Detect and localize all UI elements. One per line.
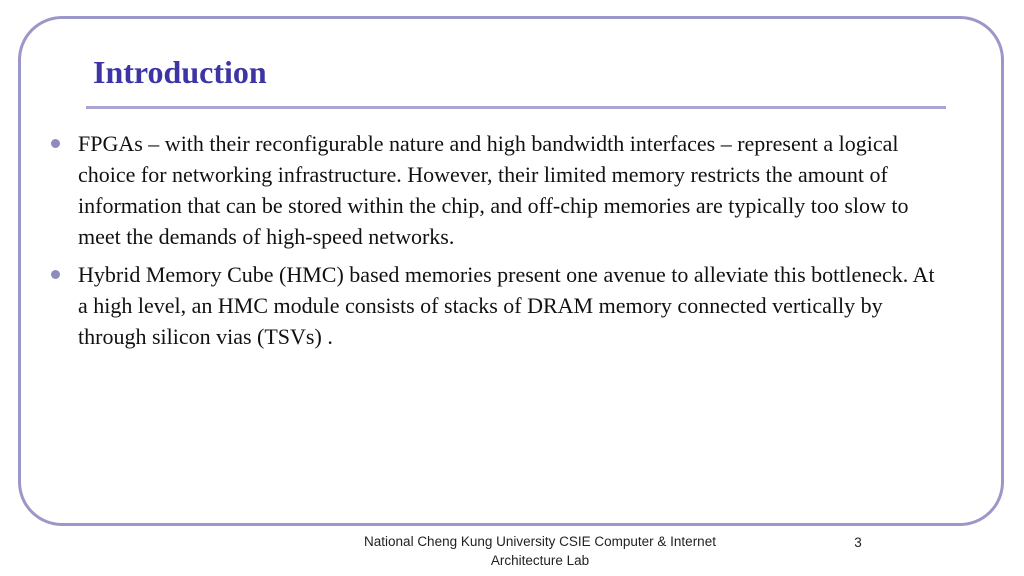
bullet-item (46, 259, 946, 352)
title-divider (86, 106, 946, 109)
slide-title: Introduction (93, 54, 267, 90)
bullet-dot-icon (51, 139, 60, 148)
bullet-text: FPGAs – with their reconfigurable nature and high bandwidth interfaces – represent a logical choice for networking infrastructure. However, their limited memory restricts the amount of information that can be stored within the chip, and off-chip memories are typically too slow to meet the demands of high-speed networks. (78, 131, 909, 249)
footer-line-2: Architecture Lab (490, 553, 590, 568)
bullet-list (46, 128, 946, 359)
page-number: 3 (854, 535, 862, 550)
bullet-item (46, 128, 946, 252)
bullet-text: Hybrid Memory Cube (HMC) based memories present one avenue to alleviate this bottleneck. At a high level, an HMC module consists of stacks of DRAM memory connected vertically by through silicon vias (TSVs) . (78, 262, 935, 349)
bullet-dot-icon (51, 270, 60, 279)
footer-line-1: National Cheng Kung University CSIE Computer & Internet (364, 534, 716, 549)
footer-text (320, 532, 760, 570)
